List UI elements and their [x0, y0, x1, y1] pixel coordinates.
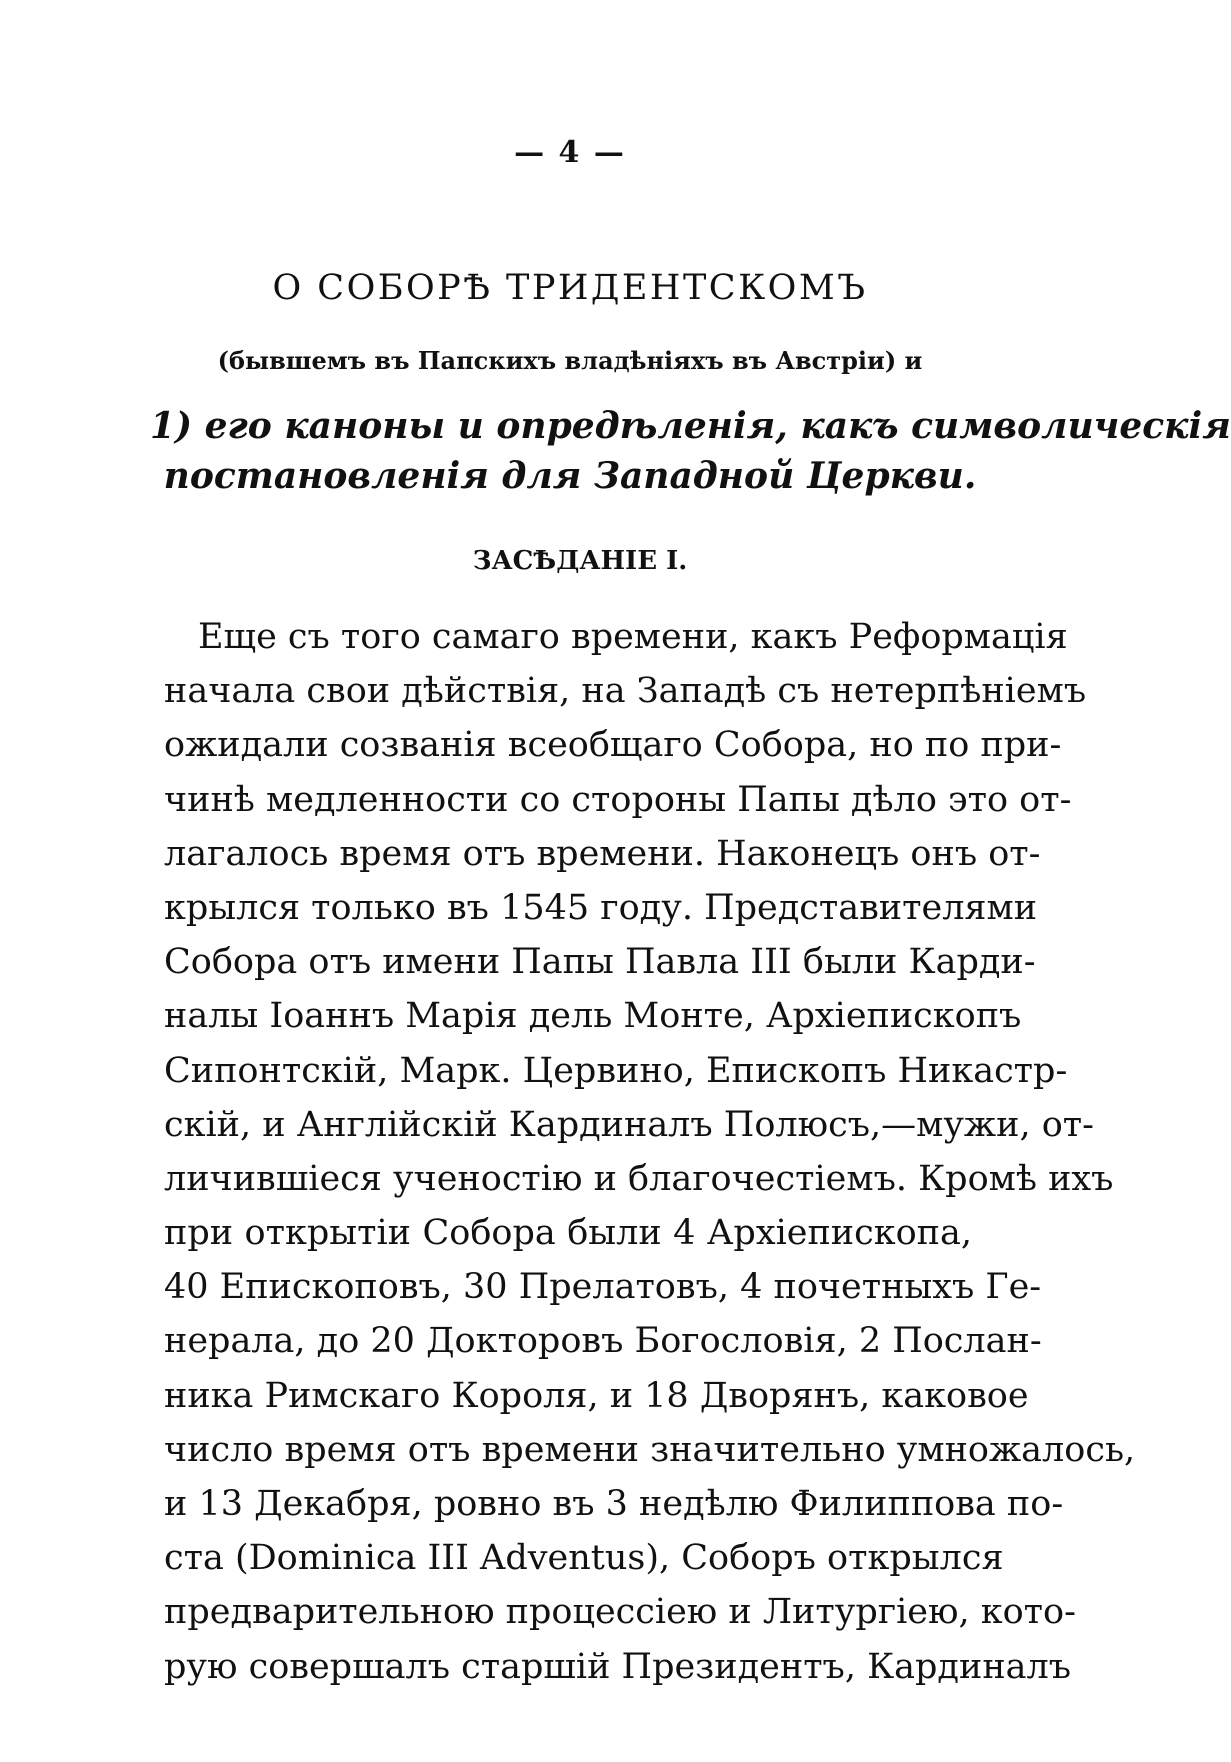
body-line: лагалось время отъ времени. Наконецъ онъ от- [164, 833, 1041, 874]
body-line: чинѣ медленности со стороны Папы дѣло это от- [164, 779, 1072, 820]
section-heading-line-2: постановленія для Западной Церкви. [163, 455, 977, 497]
body-line: Еще съ того самаго времени, какъ Реформація [198, 617, 1068, 657]
body-line: Сипонтскій, Марк. Цервино, Епископъ Никастр- [164, 1050, 1068, 1091]
body-line: число время отъ времени значительно умножалось, [164, 1429, 1136, 1470]
body-line: крылся только въ 1545 году. Представителями [164, 887, 1038, 928]
body-line: скій, и Англійскій Кардиналъ Полюсъ,—мужи, от- [164, 1104, 1094, 1145]
body-line: и 13 Декабря, ровно въ 3 недѣлю Филиппова по- [164, 1484, 1064, 1524]
body-text [164, 610, 1136, 1694]
body-line: 40 Епископовъ, 30 Прелатовъ, 4 почетныхъ Ге- [164, 1267, 1042, 1308]
chapter-subtitle: (бывшемъ въ Папскихъ владѣніяхъ въ Австріи) и [217, 346, 923, 375]
body-line: рую совершалъ старшій Президентъ, Кардиналъ [164, 1646, 1072, 1687]
body-line: ста (Dominica III Adventus), Соборъ открылся [164, 1538, 1004, 1579]
body-line: начала свои дѣйствія, на Западѣ съ нетерпѣніемъ [164, 671, 1087, 712]
section-heading-line-1: 1) его каноны и опредѣленія, какъ символическія [150, 405, 1231, 447]
body-line: ожидали созванія всеобщаго Собора, но по при- [164, 725, 1062, 766]
session-heading: ЗАСѢДАНІЕ I. [472, 546, 688, 576]
body-line: нерала, до 20 Докторовъ Богословія, 2 Послан- [164, 1321, 1042, 1362]
body-line: предварительною процессіею и Литургіею, кото- [164, 1592, 1076, 1633]
body-line: налы Іоаннъ Марія дель Монте, Архіепископъ [164, 996, 1022, 1037]
body-line: при открытіи Собора были 4 Архіепископа, [164, 1213, 972, 1254]
page-number: — 4 — [514, 135, 626, 170]
chapter-title: О СОБОРѢ ТРИДЕНТСКОМЪ [272, 268, 868, 308]
body-line: Собора отъ имени Папы Павла III были Карди- [164, 942, 1036, 983]
body-line: ника Римскаго Короля, и 18 Дворянъ, каковое [164, 1375, 1029, 1416]
body-line: личившіеся ученостію и благочестіемъ. Кромѣ ихъ [164, 1158, 1114, 1199]
